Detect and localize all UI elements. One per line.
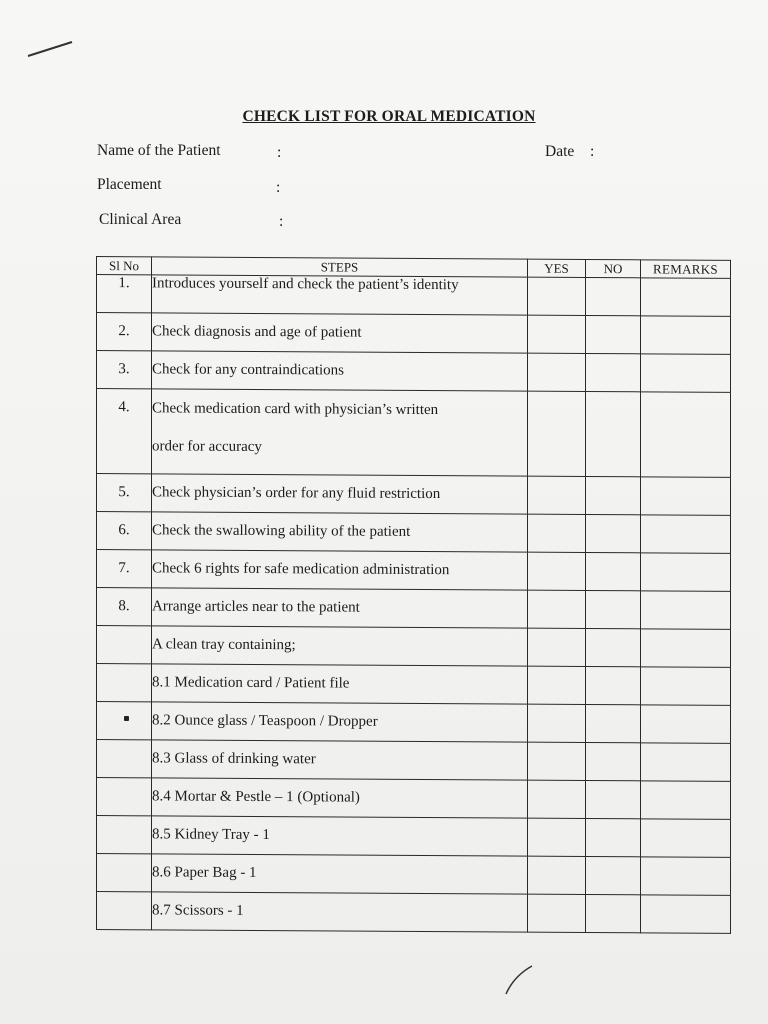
table-row <box>97 626 731 668</box>
row-step: 8.5 Kidney Tray - 1 <box>152 816 528 856</box>
header-steps: STEPS <box>152 257 528 277</box>
table-row <box>97 550 731 592</box>
no-cell[interactable] <box>586 277 641 315</box>
row-sl: 2. <box>97 313 152 351</box>
page-title: CHECK LIST FOR ORAL MEDICATION <box>242 108 536 125</box>
yes-cell[interactable] <box>528 391 586 476</box>
row-step: Check physician’s order for any fluid restriction <box>152 474 528 514</box>
yes-cell[interactable] <box>528 590 586 628</box>
remarks-cell[interactable] <box>641 781 731 820</box>
row-sl <box>97 892 152 930</box>
clinical-area-colon: : <box>279 213 284 230</box>
date-colon: : <box>590 143 595 160</box>
row-step: Check the swallowing ability of the patient <box>152 512 528 552</box>
table-row <box>97 588 731 630</box>
yes-cell[interactable] <box>528 628 586 666</box>
yes-cell[interactable] <box>528 704 586 742</box>
yes-cell[interactable] <box>528 315 586 353</box>
row-step: 8.7 Scissors - 1 <box>152 892 528 932</box>
row-step: 8.2 Ounce glass / Teaspoon / Dropper <box>152 702 528 742</box>
no-cell[interactable] <box>586 391 641 476</box>
pen-stroke-mark <box>26 38 76 60</box>
yes-cell[interactable] <box>528 818 586 856</box>
remarks-cell[interactable] <box>641 743 731 782</box>
remarks-cell[interactable] <box>641 354 731 393</box>
remarks-cell[interactable] <box>641 316 731 355</box>
row-step: Check for any contraindications <box>152 351 528 391</box>
no-cell[interactable] <box>586 476 641 514</box>
table-row <box>97 702 731 744</box>
table-row <box>97 474 731 516</box>
remarks-cell[interactable] <box>641 477 731 516</box>
yes-cell[interactable] <box>528 894 586 932</box>
row-step: 8.6 Paper Bag - 1 <box>152 854 528 894</box>
row-sl: 3. <box>97 351 152 389</box>
no-cell[interactable] <box>586 666 641 704</box>
row-sl: 4. <box>97 389 152 474</box>
no-cell[interactable] <box>586 514 641 552</box>
remarks-cell[interactable] <box>641 857 731 896</box>
table-row <box>97 275 731 317</box>
yes-cell[interactable] <box>528 476 586 514</box>
row-sl: 7. <box>97 550 152 588</box>
no-cell[interactable] <box>586 742 641 780</box>
row-sl <box>97 854 152 892</box>
table-row <box>97 351 731 393</box>
header-sl-no: Sl No <box>97 257 152 275</box>
row-sl <box>97 740 152 778</box>
header-remarks: REMARKS <box>641 260 731 279</box>
row-step: Check diagnosis and age of patient <box>152 313 528 353</box>
no-cell[interactable] <box>586 704 641 742</box>
row-step: 8.4 Mortar & Pestle – 1 (Optional) <box>152 778 528 818</box>
no-cell[interactable] <box>586 552 641 590</box>
no-cell[interactable] <box>586 628 641 666</box>
remarks-cell[interactable] <box>641 278 731 317</box>
table-row <box>97 854 731 896</box>
date-label: Date <box>545 143 575 160</box>
row-step: Introduces yourself and check the patient’s identity <box>152 275 528 315</box>
row-sl: 6. <box>97 512 152 550</box>
no-cell[interactable] <box>586 856 641 894</box>
no-cell[interactable] <box>586 353 641 391</box>
remarks-cell[interactable] <box>641 629 731 668</box>
header-no: NO <box>586 259 641 277</box>
row-sl <box>97 664 152 702</box>
no-cell[interactable] <box>586 818 641 856</box>
table-row <box>97 740 731 782</box>
no-cell[interactable] <box>586 590 641 628</box>
yes-cell[interactable] <box>528 277 586 315</box>
row-sl <box>97 816 152 854</box>
row-step-line-1: Check medication card with physician’s written <box>152 400 439 419</box>
remarks-cell[interactable] <box>641 392 731 478</box>
remarks-cell[interactable] <box>641 895 731 934</box>
checklist-table <box>96 256 731 934</box>
row-step: Check 6 rights for safe medication administration <box>152 550 528 590</box>
remarks-cell[interactable] <box>641 705 731 744</box>
yes-cell[interactable] <box>528 552 586 590</box>
table-row <box>97 313 731 355</box>
row-sl <box>97 778 152 816</box>
table-row <box>97 664 731 706</box>
row-step: 8.3 Glass of drinking water <box>152 740 528 780</box>
ink-dot-mark <box>124 716 129 721</box>
yes-cell[interactable] <box>528 780 586 818</box>
row-step: Arrange articles near to the patient <box>152 588 528 628</box>
pen-tick-mark <box>500 958 540 998</box>
placement-colon: : <box>276 179 281 196</box>
placement-label: Placement <box>97 176 162 193</box>
clinical-area-label: Clinical Area <box>99 211 182 228</box>
yes-cell[interactable] <box>528 856 586 894</box>
yes-cell[interactable] <box>528 742 586 780</box>
yes-cell[interactable] <box>528 514 586 552</box>
row-step-line-2: order for accuracy <box>152 438 262 456</box>
row-sl: 8. <box>97 588 152 626</box>
row-sl <box>97 626 152 664</box>
remarks-cell[interactable] <box>641 553 731 592</box>
patient-name-label: Name of the Patient <box>97 142 221 159</box>
patient-name-colon: : <box>277 144 282 161</box>
row-sl: 1. <box>97 275 152 313</box>
row-step: A clean tray containing; <box>152 626 528 666</box>
no-cell[interactable] <box>586 315 641 353</box>
remarks-cell[interactable] <box>641 591 731 630</box>
table-row <box>97 512 731 554</box>
no-cell[interactable] <box>586 780 641 818</box>
table-row <box>97 816 731 858</box>
remarks-cell[interactable] <box>641 515 731 554</box>
row-step-multiline <box>152 389 528 476</box>
table-row <box>97 892 731 934</box>
row-sl: 5. <box>97 474 152 512</box>
no-cell[interactable] <box>586 894 641 932</box>
remarks-cell[interactable] <box>641 667 731 706</box>
yes-cell[interactable] <box>528 353 586 391</box>
row-step: 8.1 Medication card / Patient file <box>152 664 528 704</box>
header-yes: YES <box>528 259 586 277</box>
table-row <box>97 389 731 478</box>
remarks-cell[interactable] <box>641 819 731 858</box>
yes-cell[interactable] <box>528 666 586 704</box>
table-row <box>97 778 731 820</box>
